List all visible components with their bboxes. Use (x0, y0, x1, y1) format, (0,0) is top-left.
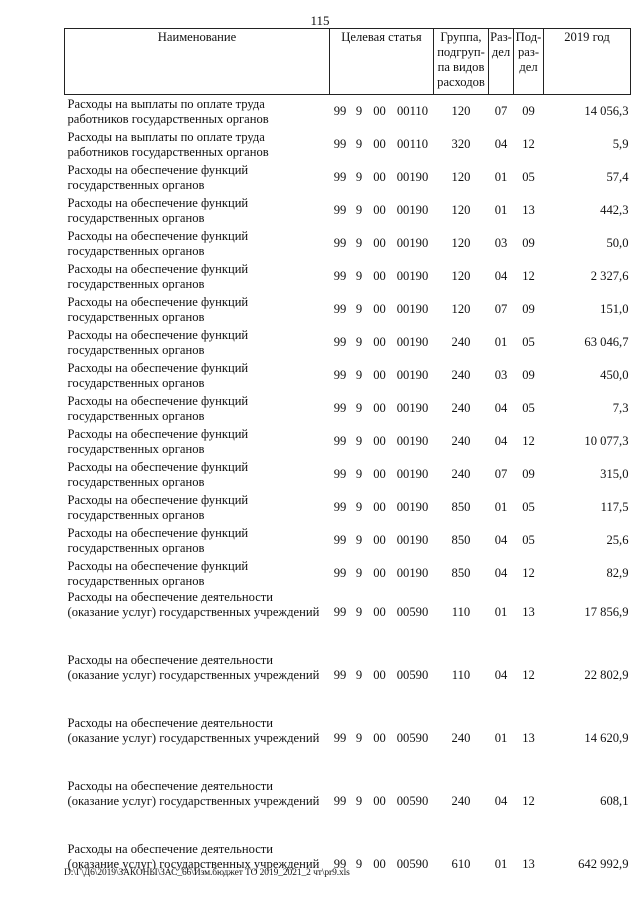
header-group-line: расходов (437, 75, 485, 89)
header-group (434, 29, 489, 95)
amount-2019: 17 856,9 (584, 605, 629, 619)
row-name-line: Расходы на обеспечение функций (67, 360, 249, 375)
table-header-row (65, 29, 631, 95)
table-row (65, 293, 631, 326)
table-row (65, 653, 631, 716)
target-article-part-3: 00 (373, 335, 386, 349)
section: 03 (494, 236, 508, 250)
expense-group: 850 (451, 500, 471, 514)
amount-2019: 10 077,3 (584, 434, 629, 448)
target-article-part-4: 00190 (396, 368, 429, 382)
subsection: 09 (522, 302, 535, 316)
target-article-part-4: 00590 (396, 857, 429, 871)
target-article-part-2: 9 (355, 668, 363, 682)
expense-group: 610 (451, 857, 471, 871)
section: 04 (494, 269, 508, 283)
table-row (65, 425, 631, 458)
section: 04 (494, 668, 508, 682)
row-name (65, 590, 330, 653)
target-article-part-4: 00190 (396, 302, 429, 316)
row-name-line: государственных органов (67, 210, 205, 225)
table-row (65, 779, 631, 842)
row-name (65, 260, 330, 293)
target-article-part-2: 9 (355, 170, 363, 184)
row-name-line: Расходы на обеспечение функций (67, 261, 249, 276)
target-article-part-4: 00190 (396, 170, 429, 184)
expense-group: 240 (451, 794, 471, 808)
table-row (65, 227, 631, 260)
row-name-line: Расходы на обеспечение функций (67, 228, 249, 243)
amount-2019: 450,0 (600, 368, 629, 382)
row-name (65, 653, 330, 716)
target-article-part-2: 9 (355, 566, 363, 580)
header-group-line: Группа, (440, 30, 482, 44)
row-name (65, 227, 330, 260)
table-row (65, 524, 631, 557)
amount-2019: 22 802,9 (584, 668, 629, 682)
section: 01 (494, 500, 508, 514)
row-name-line: государственных органов (67, 243, 205, 258)
section: 04 (494, 533, 508, 547)
section: 04 (494, 434, 508, 448)
subsection: 05 (522, 401, 535, 415)
row-name-line: Расходы на обеспечение функций (67, 294, 249, 309)
target-article-part-4: 00110 (396, 104, 429, 118)
table-row (65, 194, 631, 227)
table-body (65, 95, 631, 905)
target-article-part-2: 9 (355, 137, 363, 151)
row-name (65, 326, 330, 359)
row-name (65, 128, 330, 161)
row-name (65, 716, 330, 779)
subsection: 12 (522, 794, 535, 808)
row-name (65, 557, 330, 590)
row-name-line: (оказание услуг) государственных учреждений (67, 668, 320, 682)
row-name (65, 392, 330, 425)
row-name-line: государственных органов (67, 540, 205, 555)
expense-group: 120 (451, 302, 471, 316)
table-row (65, 557, 631, 590)
target-article-part-1: 99 (333, 857, 347, 871)
subsection: 05 (522, 170, 535, 184)
target-article-part-2: 9 (355, 269, 363, 283)
row-name-line: (оказание услуг) государственных учреждений (67, 794, 320, 808)
target-article-part-3: 00 (373, 302, 386, 316)
target-article-part-4: 00190 (396, 269, 429, 283)
section: 04 (494, 137, 508, 151)
target-article-part-1: 99 (333, 302, 347, 316)
row-name-line: Расходы на выплаты по оплате труда (67, 129, 265, 144)
target-article-part-2: 9 (355, 434, 363, 448)
target-article-part-3: 00 (373, 500, 386, 514)
target-article-part-2: 9 (355, 368, 363, 382)
amount-2019: 82,9 (606, 566, 629, 580)
target-article-part-2: 9 (355, 731, 363, 745)
subsection: 13 (522, 731, 535, 745)
target-article-part-1: 99 (333, 605, 347, 619)
target-article-part-1: 99 (333, 137, 347, 151)
row-name (65, 95, 330, 129)
target-article-part-4: 00190 (396, 335, 429, 349)
expense-group: 240 (451, 401, 471, 415)
table-row (65, 716, 631, 779)
amount-2019: 2 327,6 (590, 269, 629, 283)
row-name-line: (оказание услуг) государственных учреждений (67, 731, 320, 745)
section: 07 (494, 467, 508, 481)
row-name-line: Расходы на обеспечение функций (67, 195, 249, 210)
section: 03 (494, 368, 508, 382)
amount-2019: 7,3 (612, 401, 629, 415)
expense-group: 120 (451, 104, 471, 118)
subsection: 05 (522, 500, 535, 514)
table-row (65, 458, 631, 491)
target-article-part-3: 00 (373, 566, 386, 580)
row-name-line: Расходы на обеспечение деятельности (67, 590, 274, 604)
row-name-line: работников государственных органов (67, 144, 269, 159)
target-article-part-2: 9 (355, 794, 363, 808)
target-article-part-4: 00190 (396, 434, 429, 448)
target-article-part-3: 00 (373, 401, 386, 415)
target-article-part-2: 9 (355, 104, 363, 118)
subsection: 13 (522, 203, 535, 217)
target-article-part-2: 9 (355, 401, 363, 415)
subsection: 05 (522, 335, 535, 349)
table-row (65, 161, 631, 194)
row-name-line: Расходы на обеспечение функций (67, 492, 249, 507)
target-article-part-2: 9 (355, 533, 363, 547)
expense-group: 240 (451, 467, 471, 481)
target-article-part-1: 99 (333, 335, 347, 349)
subsection: 12 (522, 269, 535, 283)
section: 04 (494, 566, 508, 580)
row-name-line: работников государственных органов (67, 111, 269, 126)
row-name (65, 161, 330, 194)
amount-2019: 14 056,3 (584, 104, 629, 118)
table-row (65, 590, 631, 653)
header-name: Наименование (65, 29, 330, 95)
row-name-line: государственных органов (67, 342, 205, 357)
subsection: 09 (522, 368, 535, 382)
target-article-part-4: 00590 (396, 794, 429, 808)
target-article-part-2: 9 (355, 500, 363, 514)
target-article-part-1: 99 (333, 104, 347, 118)
header-subsection (514, 29, 544, 95)
section: 07 (494, 104, 508, 118)
row-name-line: государственных органов (67, 309, 205, 324)
row-name-line: государственных органов (67, 573, 205, 588)
amount-2019: 642 992,9 (578, 857, 629, 871)
row-name-line: (оказание услуг) государственных учреждений (67, 605, 320, 619)
header-section-line: Раз- (490, 30, 512, 44)
row-name-line: государственных органов (67, 408, 205, 423)
row-name-line: Расходы на обеспечение функций (67, 426, 249, 441)
section: 04 (494, 401, 508, 415)
expense-group: 120 (451, 170, 471, 184)
row-name (65, 524, 330, 557)
row-name (65, 194, 330, 227)
target-article-part-1: 99 (333, 269, 347, 283)
section: 01 (494, 203, 508, 217)
target-article-part-4: 00590 (396, 605, 429, 619)
table-row (65, 95, 631, 129)
target-article-part-1: 99 (333, 467, 347, 481)
table-row (65, 491, 631, 524)
amount-2019: 151,0 (600, 302, 629, 316)
section: 01 (494, 731, 508, 745)
header-subsection-line: дел (519, 60, 538, 74)
amount-2019: 14 620,9 (584, 731, 629, 745)
header-group-line: па видов (437, 60, 485, 74)
row-name (65, 779, 330, 842)
target-article-part-1: 99 (333, 368, 347, 382)
row-name (65, 491, 330, 524)
row-name-line: государственных органов (67, 441, 205, 456)
header-group-line: подгруп- (437, 45, 485, 59)
row-name (65, 458, 330, 491)
target-article-part-3: 00 (373, 203, 386, 217)
target-article-part-4: 00190 (396, 236, 429, 250)
amount-2019: 315,0 (600, 467, 629, 481)
target-article-part-1: 99 (333, 236, 347, 250)
row-name-line: Расходы на обеспечение функций (67, 393, 249, 408)
target-article-part-2: 9 (355, 203, 363, 217)
target-article-part-3: 00 (373, 170, 386, 184)
section: 07 (494, 302, 508, 316)
header-year: 2019 год (544, 29, 631, 95)
row-name-line: Расходы на обеспечение функций (67, 459, 249, 474)
target-article-part-2: 9 (355, 605, 363, 619)
row-name-line: Расходы на обеспечение функций (67, 162, 249, 177)
target-article-part-4: 00590 (396, 731, 429, 745)
expense-group: 110 (451, 668, 471, 682)
table-row (65, 128, 631, 161)
subsection: 12 (522, 434, 535, 448)
subsection: 12 (522, 566, 535, 580)
target-article-part-3: 00 (373, 533, 386, 547)
subsection: 13 (522, 605, 535, 619)
section: 01 (494, 170, 508, 184)
row-name-line: Расходы на обеспечение функций (67, 327, 249, 342)
table-row (65, 326, 631, 359)
target-article-part-2: 9 (355, 335, 363, 349)
target-article-part-4: 00190 (396, 467, 429, 481)
target-article-part-4: 00190 (396, 500, 429, 514)
budget-table (64, 28, 631, 905)
target-article-part-1: 99 (333, 170, 347, 184)
amount-2019: 5,9 (612, 137, 629, 151)
table-row (65, 260, 631, 293)
target-article-part-2: 9 (355, 857, 363, 871)
expense-group: 120 (451, 236, 471, 250)
target-article-part-3: 00 (373, 269, 386, 283)
row-name-line: государственных органов (67, 276, 205, 291)
row-name-line: государственных органов (67, 507, 205, 522)
row-name (65, 425, 330, 458)
target-article-part-1: 99 (333, 794, 347, 808)
header-section (489, 29, 514, 95)
row-name (65, 293, 330, 326)
subsection: 09 (522, 467, 535, 481)
expense-group: 240 (451, 434, 471, 448)
expense-group: 120 (451, 269, 471, 283)
expense-group: 850 (451, 533, 471, 547)
subsection: 12 (522, 137, 535, 151)
target-article-part-4: 00190 (396, 566, 429, 580)
row-name-line: государственных органов (67, 177, 205, 192)
target-article-part-3: 00 (373, 137, 386, 151)
target-article-part-3: 00 (373, 467, 386, 481)
target-article-part-3: 00 (373, 434, 386, 448)
row-name-line: Расходы на обеспечение функций (67, 558, 249, 573)
amount-2019: 442,3 (600, 203, 629, 217)
expense-group: 240 (451, 731, 471, 745)
row-name-line: государственных органов (67, 375, 205, 390)
target-article-part-3: 00 (373, 857, 386, 871)
expense-group: 120 (451, 203, 471, 217)
target-article-part-2: 9 (355, 302, 363, 316)
subsection: 09 (522, 236, 535, 250)
target-article-part-2: 9 (355, 236, 363, 250)
subsection: 09 (522, 104, 535, 118)
target-article-part-3: 00 (373, 668, 386, 682)
section: 04 (494, 794, 508, 808)
row-name-line: Расходы на обеспечение деятельности (67, 716, 274, 730)
header-subsection-line: раз- (517, 45, 540, 59)
expense-group: 240 (451, 335, 471, 349)
target-article-part-4: 00110 (396, 137, 429, 151)
subsection: 13 (522, 857, 535, 871)
target-article-part-1: 99 (333, 203, 347, 217)
target-article-part-3: 00 (373, 794, 386, 808)
amount-2019: 50,0 (606, 236, 629, 250)
expense-group: 320 (451, 137, 471, 151)
target-article-part-2: 9 (355, 467, 363, 481)
subsection: 12 (522, 668, 535, 682)
header-target-article: Целевая статья (330, 29, 434, 95)
row-name (65, 359, 330, 392)
target-article-part-3: 00 (373, 731, 386, 745)
section: 01 (494, 857, 508, 871)
row-name-line: (оказание услуг) государственных учреждений (67, 857, 320, 871)
row-name-line: Расходы на обеспечение функций (67, 525, 249, 540)
target-article-part-4: 00190 (396, 203, 429, 217)
subsection: 05 (522, 533, 535, 547)
target-article-part-3: 00 (373, 236, 386, 250)
expense-group: 850 (451, 566, 471, 580)
target-article-part-3: 00 (373, 368, 386, 382)
footer-file-path: D:\Г\Д6\2019\ЗАКОНЫ\ЗАС_66\Изм.бюджет ТО 2019_2021_2 чт\pr9.xls (64, 868, 350, 878)
budget-table-container (64, 28, 631, 905)
page-number: 115 (310, 13, 330, 28)
amount-2019: 117,5 (600, 500, 629, 514)
row-name-line: Расходы на обеспечение деятельности (67, 842, 274, 856)
target-article-part-1: 99 (333, 500, 347, 514)
amount-2019: 57,4 (606, 170, 629, 184)
target-article-part-3: 00 (373, 104, 386, 118)
expense-group: 110 (451, 605, 471, 619)
section: 01 (494, 605, 508, 619)
row-name-line: государственных органов (67, 474, 205, 489)
header-section-line: дел (491, 45, 511, 59)
target-article-part-1: 99 (333, 668, 347, 682)
target-article-part-1: 99 (333, 533, 347, 547)
row-name-line: Расходы на выплаты по оплате труда (67, 96, 265, 111)
amount-2019: 608,1 (600, 794, 629, 808)
target-article-part-1: 99 (333, 731, 347, 745)
target-article-part-3: 00 (373, 605, 386, 619)
row-name-line: Расходы на обеспечение деятельности (67, 653, 274, 667)
target-article-part-4: 00590 (396, 668, 429, 682)
section: 01 (494, 335, 508, 349)
target-article-part-4: 00190 (396, 401, 429, 415)
row-name-line: Расходы на обеспечение деятельности (67, 779, 274, 793)
target-article-part-1: 99 (333, 401, 347, 415)
header-subsection-line: Под- (515, 30, 542, 44)
table-row (65, 392, 631, 425)
target-article-part-1: 99 (333, 434, 347, 448)
table-row (65, 359, 631, 392)
expense-group: 240 (451, 368, 471, 382)
amount-2019: 25,6 (606, 533, 629, 547)
target-article-part-4: 00190 (396, 533, 429, 547)
target-article-part-1: 99 (333, 566, 347, 580)
amount-2019: 63 046,7 (584, 335, 629, 349)
